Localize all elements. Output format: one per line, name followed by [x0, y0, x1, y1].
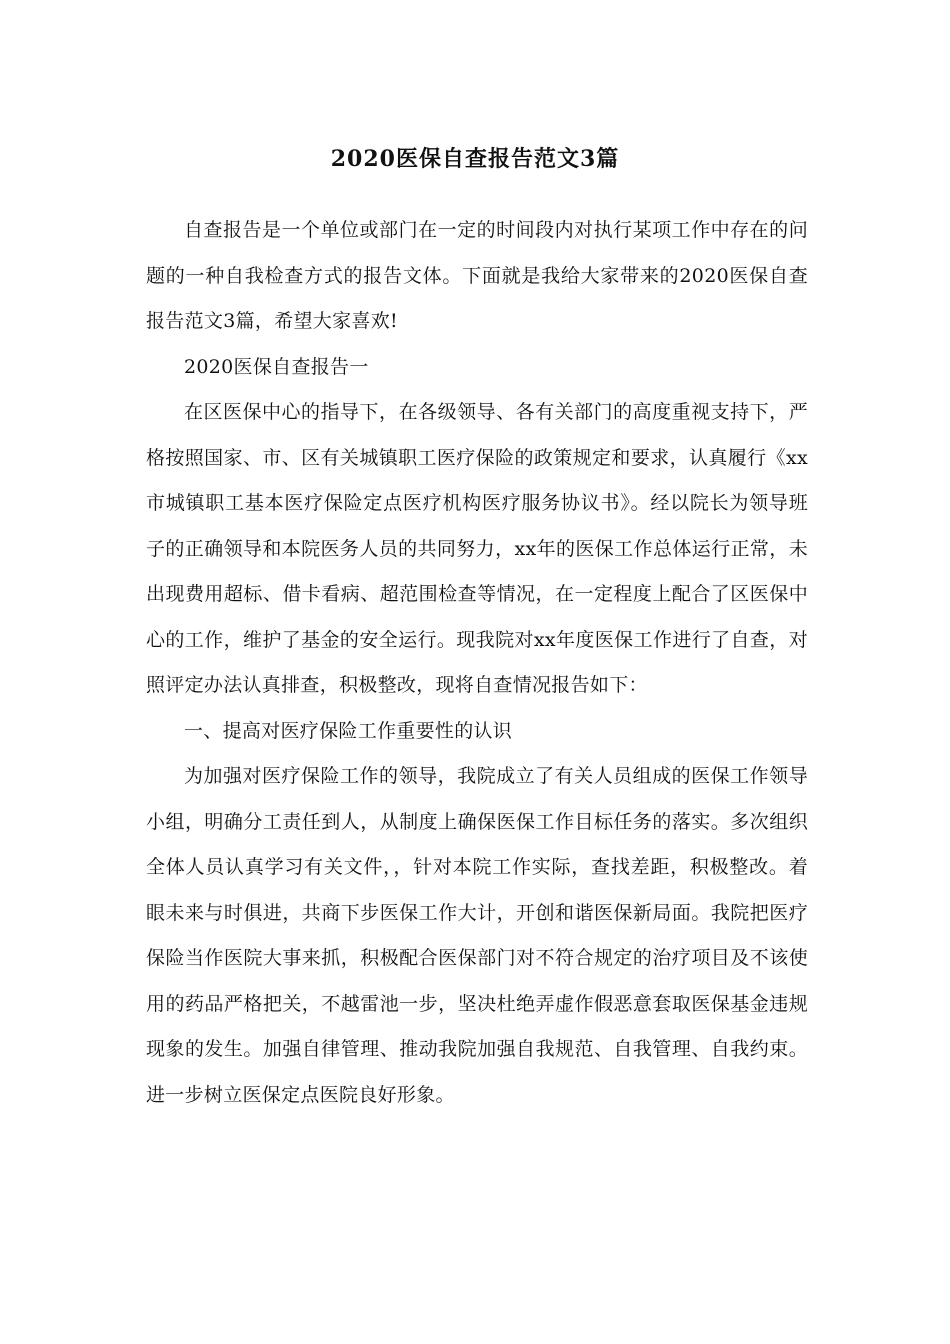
section-heading: 2020医保自查报告一: [184, 355, 369, 378]
document-body: [146, 208, 808, 1118]
document-title: 2020医保自查报告范文3篇: [330, 146, 620, 172]
subsection-heading: 一、提高对医疗保险工作重要性的认识: [184, 719, 513, 742]
body-paragraph: 为加强对医疗保险工作的领导，我院成立了有关人员组成的医保工作领导小组，明确分工责任到人，从制度上确保医保工作目标任务的落实。多次组织全体人员认真学习有关文件，，针对本院工作实际，查找差距，积极整改。着眼未来与时俱进，共商下步医保工作大计，开创和谐医保新局面。我院把医疗保险当作医院大事来抓，积极配合医保部门对不符合规定的治疗项目及不该使用的药品严格把关，不越雷池一步，坚决杜绝弄虚作假恶意套取医保基金违规现象的发生。加强自律管理、推动我院加强自我规范、自我管理、自我约束。进一步树立医保定点医院良好形象。: [146, 765, 808, 1106]
body-paragraph: 在区医保中心的指导下，在各级领导、各有关部门的高度重视支持下，严格按照国家、市、区有关城镇职工医疗保险的政策规定和要求，认真履行《xx市城镇职工基本医疗保险定点医疗机构医疗服务协议书》。经以院长为领导班子的正确领导和本院医务人员的共同努力，xx年的医保工作总体运行正常，未出现费用超标、借卡看病、超范围检查等情况，在一定程度上配合了区医保中心的工作，维护了基金的安全运行。现我院对xx年度医保工作进行了自查，对照评定办法认真排查，积极整改，现将自查情况报告如下：: [146, 401, 808, 696]
intro-paragraph: 自查报告是一个单位或部门在一定的时间段内对执行某项工作中存在的问题的一种自我检查方式的报告文体。下面就是我给大家带来的2020医保自查报告范文3篇，希望大家喜欢!: [146, 219, 808, 332]
